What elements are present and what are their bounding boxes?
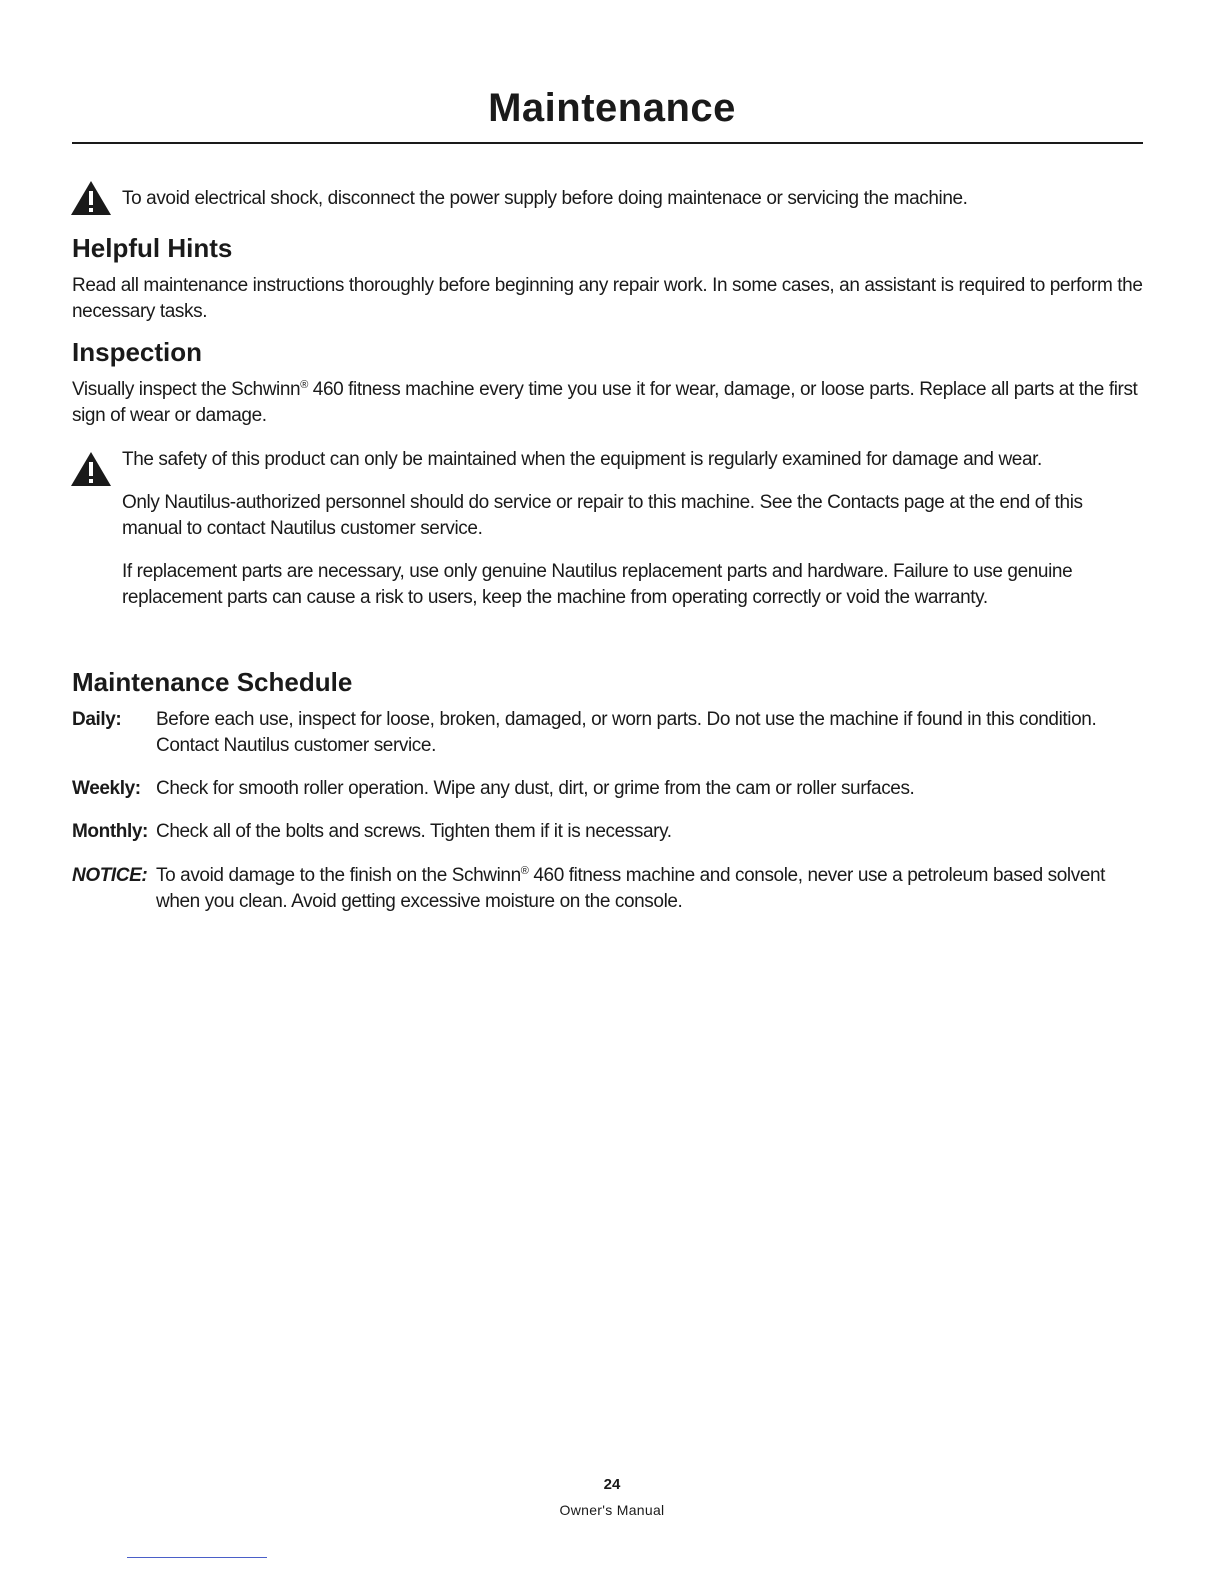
footer-manual-title: Owner's Manual	[559, 1502, 665, 1518]
helpful-hints-heading: Helpful Hints	[72, 233, 233, 263]
monthly-text: Check all of the bolts and screws. Tighten them if it is necessary.	[156, 821, 672, 842]
service-paragraph: Only Nautilus-authorized personnel should do service or repair to this machine. See the Contacts page at the end of this manual to contact Nautilus customer service.	[122, 492, 1083, 539]
daily-text: Before each use, inspect for loose, broken, damaged, or worn parts. Do not use the machine if found in this condition. Contact Nautilus customer service.	[156, 709, 1097, 756]
monthly-label: Monthly:	[72, 821, 148, 842]
warning-triangle-icon	[70, 451, 112, 487]
notice-label: NOTICE:	[72, 865, 148, 886]
weekly-text: Check for smooth roller operation. Wipe any dust, dirt, or grime from the cam or roller surfaces.	[156, 778, 915, 799]
notice-text: To avoid damage to the finish on the Schwinn® 460 fitness machine and console, never use a petroleum based solvent when you clean. Avoid getting excessive moisture on the console.	[156, 865, 1106, 912]
safety-warning-text: The safety of this product can only be maintained when the equipment is regularly examined for damage and wear.	[122, 449, 1042, 470]
page-title: Maintenance	[488, 86, 736, 130]
electrical-warning-text: To avoid electrical shock, disconnect the power supply before doing maintenace or servicing the machine.	[122, 188, 968, 209]
footer-link-underline	[127, 1557, 267, 1558]
title-divider	[72, 142, 1143, 144]
helpful-hints-text: Read all maintenance instructions thoroughly before beginning any repair work. In some cases, an assistant is required to perform the necessary tasks.	[72, 275, 1143, 322]
replacement-parts-paragraph: If replacement parts are necessary, use only genuine Nautilus replacement parts and hardware. Failure to use genuine replacement parts can cause a risk to users, keep the machine from operating correctly or void the warranty.	[122, 561, 1073, 608]
warning-triangle-icon	[70, 180, 112, 216]
daily-label: Daily:	[72, 709, 122, 730]
weekly-label: Weekly:	[72, 778, 141, 799]
page-number: 24	[603, 1476, 621, 1493]
inspection-text: Visually inspect the Schwinn® 460 fitness machine every time you use it for wear, damage, or loose parts. Replace all parts at the first sign of wear or damage.	[72, 379, 1138, 426]
inspection-heading: Inspection	[72, 337, 203, 367]
maintenance-schedule-heading: Maintenance Schedule	[72, 667, 353, 697]
